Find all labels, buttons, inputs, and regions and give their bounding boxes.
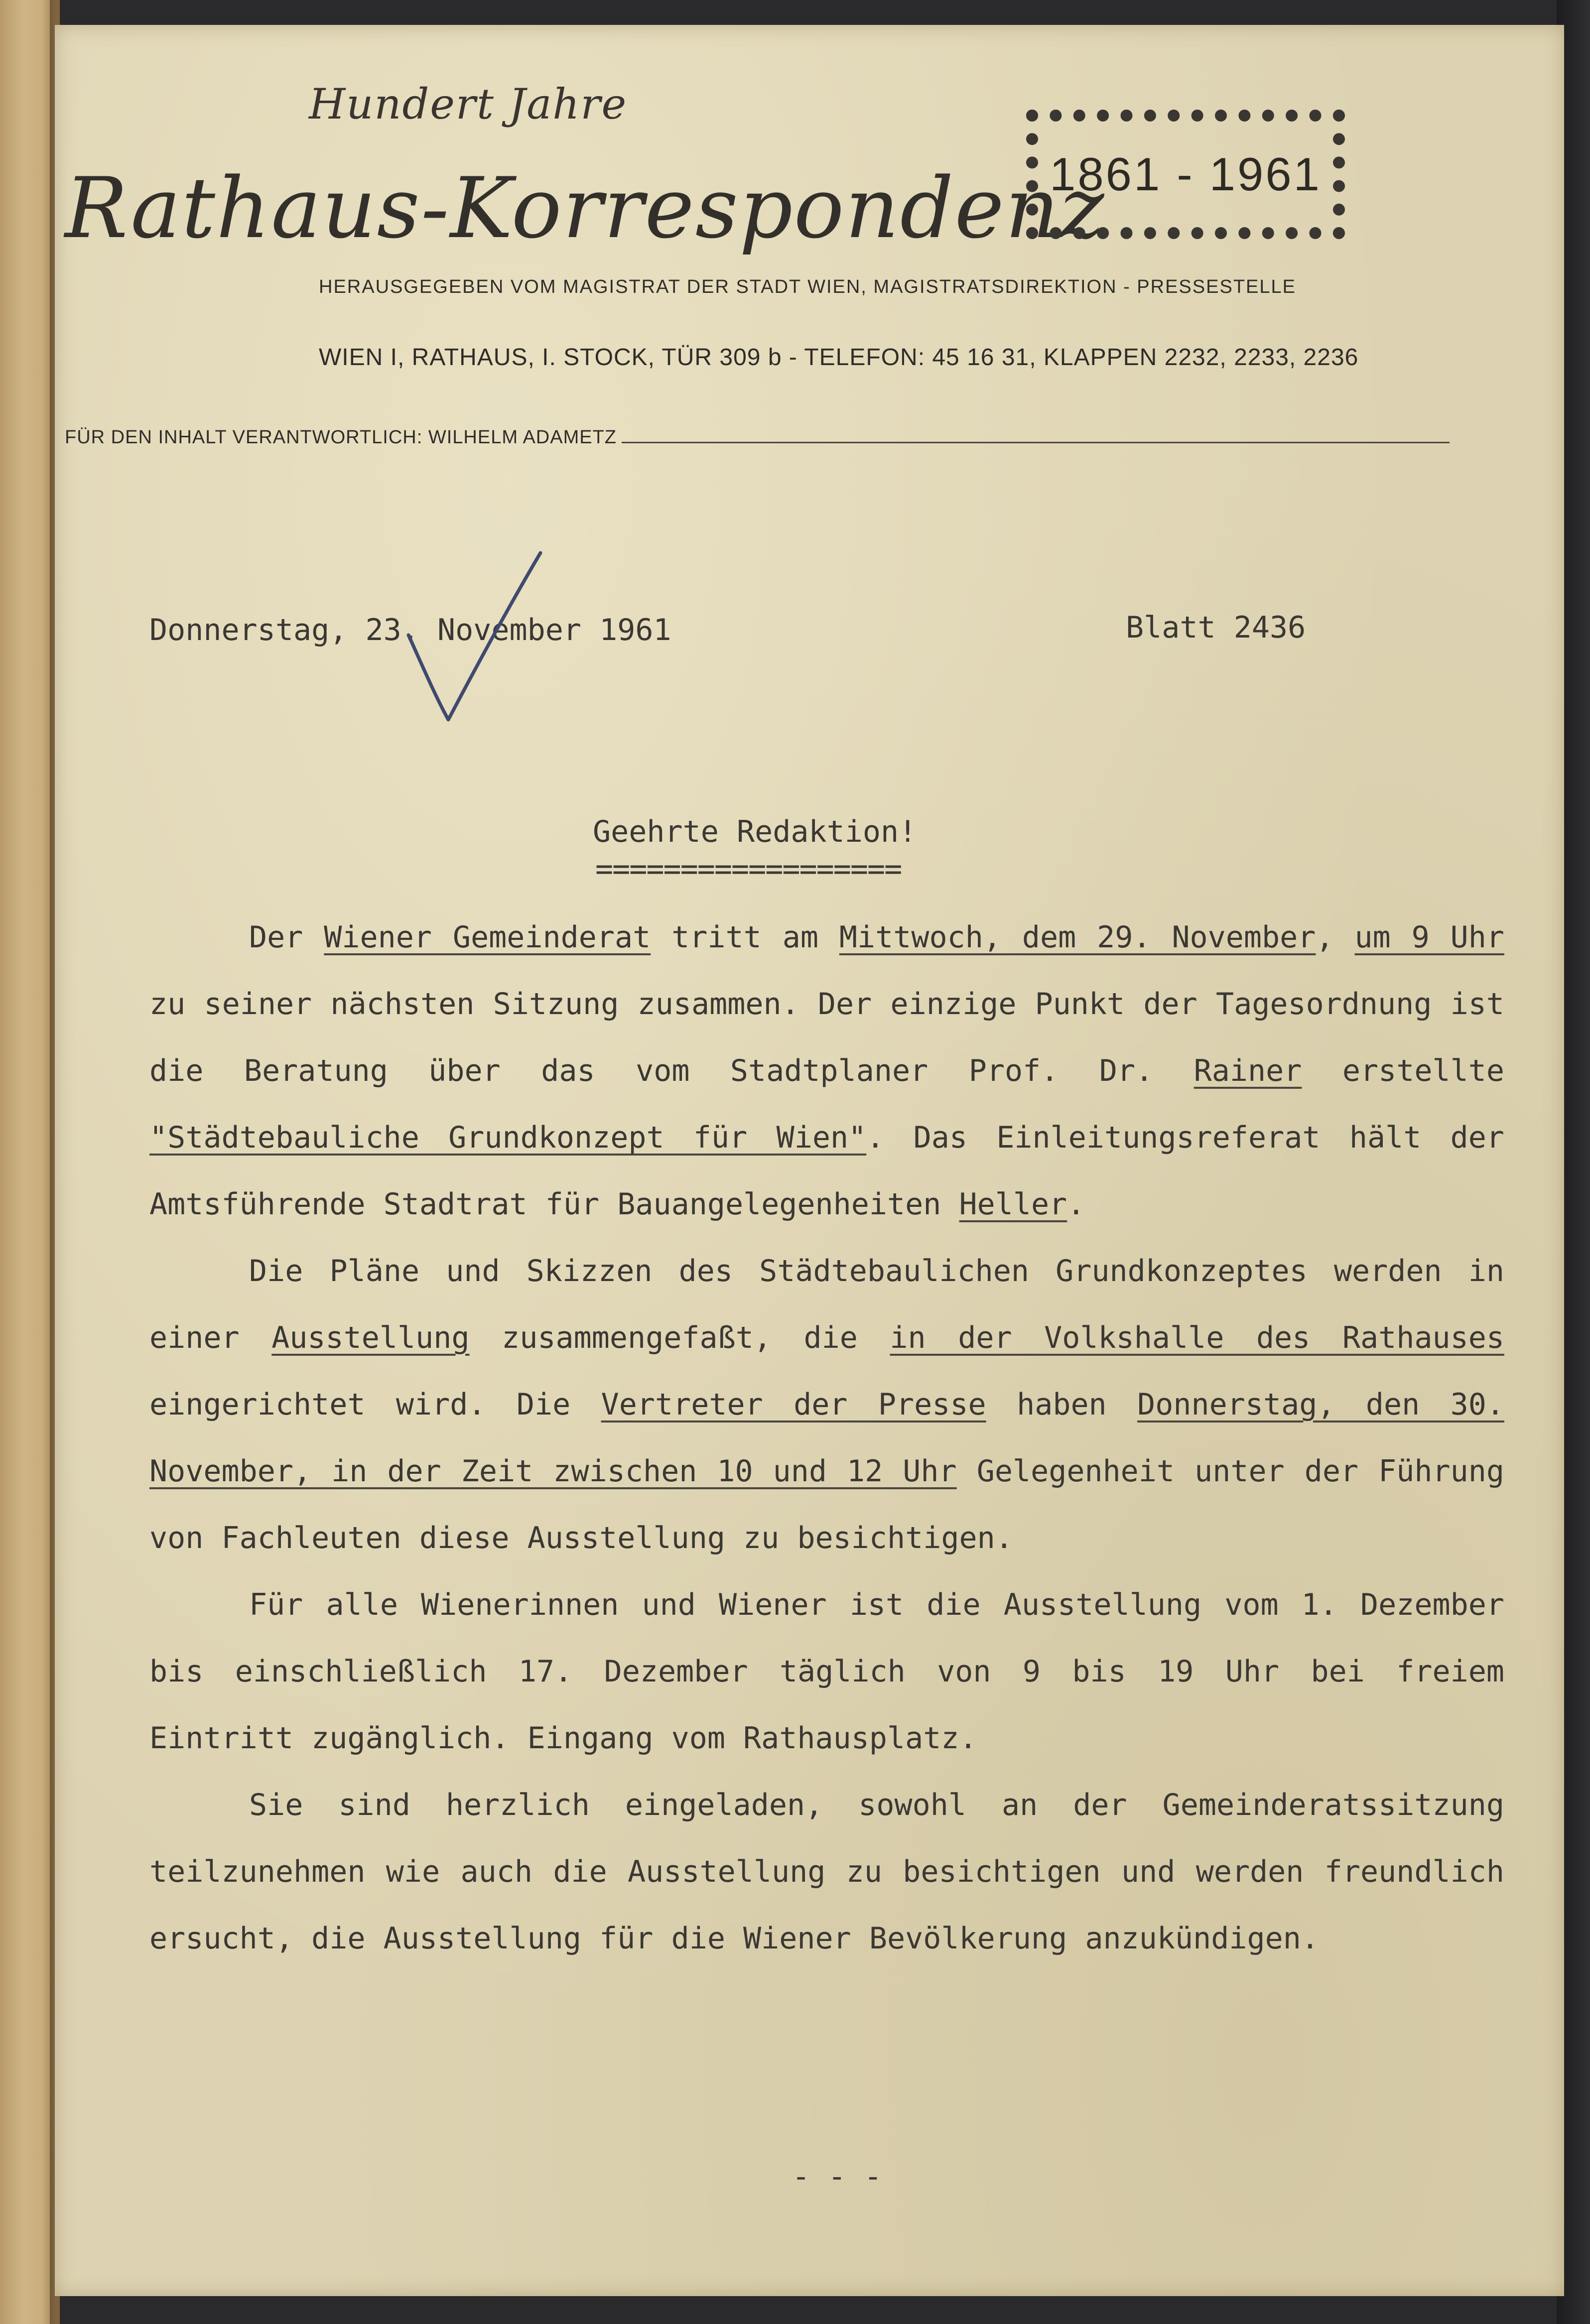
body-text: tritt am	[651, 920, 839, 955]
body-text: erstellte	[1302, 1053, 1504, 1088]
body-text: zusammengefaßt, die	[469, 1320, 890, 1355]
end-mark: - - -	[792, 2159, 882, 2194]
body-text: Gelegenheit unter der Führung von Fachleuten diese Ausstellung zu besichtigen.	[149, 1454, 1504, 1555]
underlined-phrase: Ausstellung	[271, 1320, 470, 1355]
body-paragraph	[149, 1571, 1504, 1772]
body-text: . Das Einleitungsreferat hält der Amtsführende Stadtrat für Bauangelegenheiten	[149, 1120, 1504, 1222]
anniversary-years: 1861 - 1961	[1050, 148, 1322, 200]
letterhead-responsible-row	[65, 418, 1450, 448]
body-text: haben	[986, 1387, 1138, 1422]
letterhead-responsible: FÜR DEN INHALT VERANTWORTLICH: WILHELM ADAMETZ	[65, 427, 617, 448]
body-paragraph	[149, 1772, 1504, 1972]
underlined-phrase: Mittwoch, dem 29. November	[839, 920, 1316, 955]
sheet-number: Blatt 2436	[1126, 610, 1306, 645]
underlined-phrase: Donnerstag, den 30. November, in der Zeit zwischen 10 und 12 Uhr	[149, 1387, 1504, 1489]
letterhead-title: Rathaus-Korrespondenz	[65, 159, 1105, 257]
body-text: zu seiner nächsten Sitzung zusammen. Der einzige Punkt der Tagesordnung ist die Beratung über das vom Stadtplaner Prof. Dr.	[149, 987, 1504, 1088]
handwritten-checkmark-icon	[398, 548, 548, 727]
body-text: ,	[1316, 920, 1355, 955]
body-paragraph	[149, 1238, 1504, 1571]
letterhead-publisher: HERAUSGEGEBEN VOM MAGISTRAT DER STADT WIEN, MAGISTRATSDIREKTION - PRESSESTELLE	[319, 276, 1296, 297]
document-date: Donnerstag, 23. November 1961	[149, 613, 671, 647]
salutation-underline: ==================	[595, 852, 902, 887]
underlined-phrase: Vertreter der Presse	[601, 1387, 986, 1422]
letter-body	[149, 904, 1504, 1972]
body-text: Die Pläne und Skizzen des Städtebaulichen Grundkonzeptes werden in einer	[149, 1254, 1504, 1355]
anniversary-year-stamp	[1026, 110, 1345, 239]
letterhead-anniversary: Hundert Jahre	[309, 80, 628, 129]
body-paragraph	[149, 904, 1504, 1238]
body-text: Für alle Wienerinnen und Wiener ist die Ausstellung vom 1. Dezember bis einschließlich 17. Dezember täglich von 9 bis 19 Uhr bei freiem Eintritt zugänglich. Eingang vom Rathausplatz.	[149, 1587, 1504, 1756]
body-text: Der	[249, 920, 324, 955]
underlined-phrase: Wiener Gemeinderat	[324, 920, 651, 955]
salutation: Geehrte Redaktion!	[593, 814, 917, 849]
body-text: .	[1067, 1187, 1085, 1222]
underlined-phrase: Rainer	[1193, 1053, 1302, 1088]
body-text: eingerichtet wird. Die	[149, 1387, 601, 1422]
document-page	[55, 25, 1564, 2296]
underlined-phrase: in der Volkshalle des Rathauses	[890, 1320, 1504, 1355]
letterhead-address: WIEN I, RATHAUS, I. STOCK, TÜR 309 b - TELEFON: 45 16 31, KLAPPEN 2232, 2233, 2236	[319, 344, 1359, 371]
body-text: Sie sind herzlich eingeladen, sowohl an der Gemeinderatssitzung teilzunehmen wie auch die Ausstellung zu besichtigen und werden freundlich ersucht, die Ausstellung für die Wiener Bevölkerung anzukündigen.	[149, 1788, 1504, 1956]
underlined-phrase: "Städtebauliche Grundkonzept für Wien"	[149, 1120, 867, 1155]
letterhead-rule	[622, 442, 1450, 443]
underlined-phrase: um 9 Uhr	[1354, 920, 1505, 955]
underlined-phrase: Heller	[959, 1187, 1067, 1222]
